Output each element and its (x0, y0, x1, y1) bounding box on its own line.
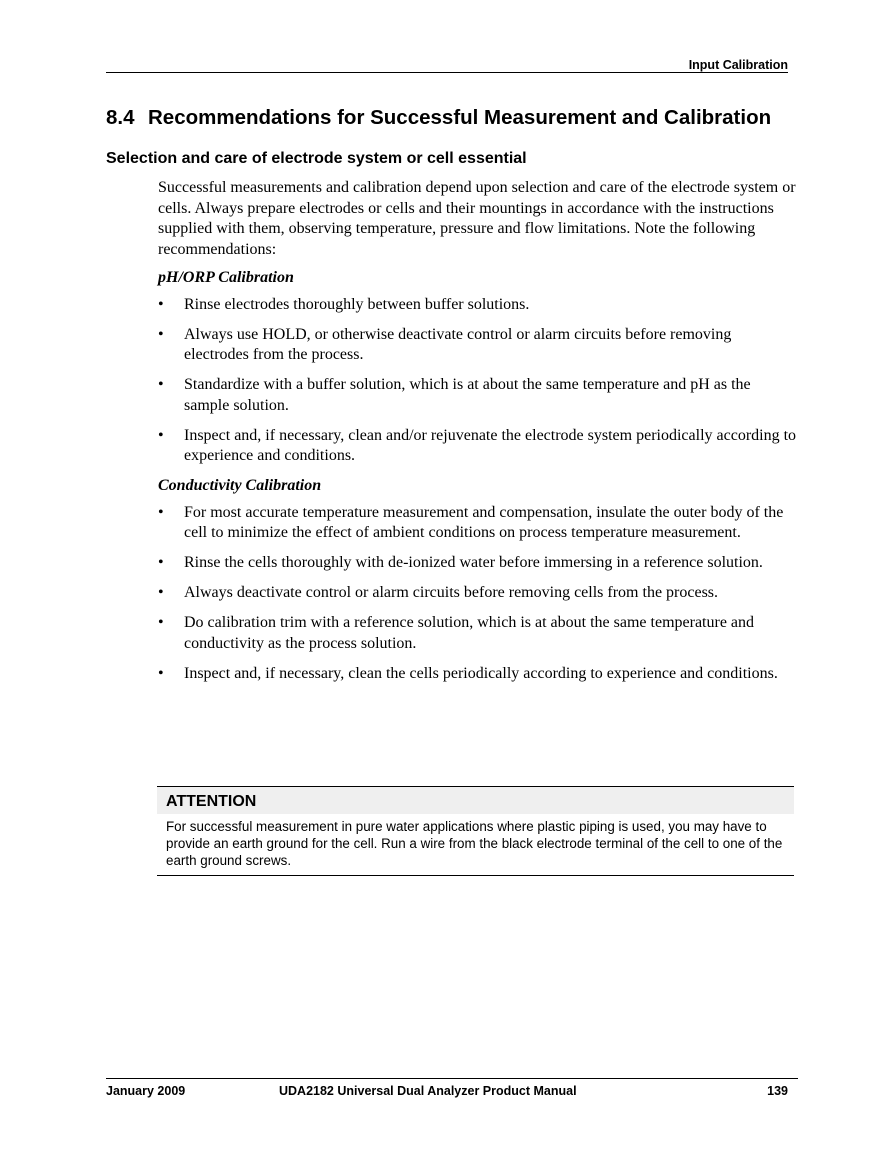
list-item: • Always deactivate control or alarm circuits before removing cells from the process. (158, 583, 798, 604)
section-number: 8.4 (106, 106, 135, 129)
list-item: • Rinse the cells thoroughly with de-ionized water before immersing in a reference solution. (158, 553, 798, 574)
footer-manual-title: UDA2182 Universal Dual Analyzer Product Manual (279, 1084, 577, 1098)
bullet-icon: • (158, 426, 164, 444)
header-rule (106, 72, 788, 73)
bullet-icon: • (158, 664, 164, 682)
bullet-icon: • (158, 325, 164, 343)
list-item: • For most accurate temperature measurement and compensation, insulate the outer body of the cell to minimize the effect of ambient conditions on process temperature measurement. (158, 503, 784, 541)
running-header: Input Calibration (688, 58, 788, 72)
section-title: Recommendations for Successful Measurement and Calibration (148, 106, 772, 129)
list-item: • Inspect and, if necessary, clean and/or rejuvenate the electrode system periodically according to experience and conditions. (158, 426, 797, 464)
bullet-icon: • (158, 295, 164, 313)
list-item: • Standardize with a buffer solution, which is at about the same temperature and pH as the sample solution. (158, 376, 751, 414)
body-content (158, 178, 798, 694)
attention-text: For successful measurement in pure water applications where plastic piping is used, you may have to provide an earth ground for the cell. Run a wire from the black electrode terminal of the cell to one of the earth ground screws. (166, 819, 783, 869)
page-number: 139 (767, 1084, 788, 1098)
footer-date: January 2009 (106, 1084, 186, 1098)
list-item: • Inspect and, if necessary, clean the cells periodically according to experience and conditions. (158, 664, 798, 685)
attention-title: ATTENTION (157, 787, 794, 814)
list-item: • Do calibration trim with a reference solution, which is at about the same temperature and conductivity as the process solution. (158, 614, 755, 652)
conductivity-heading: Conductivity Calibration (158, 477, 322, 494)
bullet-icon: • (158, 503, 164, 521)
bullet-icon: • (158, 554, 164, 571)
intro-paragraph: Successful measurements and calibration depend upon selection and care of the electrode system or cells. Always prepare electrodes or cells and their mountings in accordance with the instructions supplied with them, observing temperature, pressure and flow limitations. Note the following recommendations: (158, 179, 796, 258)
ph-orp-list (158, 295, 798, 467)
list-item: • Always use HOLD, or otherwise deactivate control or alarm circuits before removing electrodes from the process. (158, 325, 732, 363)
subheading: Selection and care of electrode system or cell essential (106, 150, 527, 167)
list-item: • Rinse electrodes thoroughly between buffer solutions. (158, 295, 798, 316)
bullet-icon: • (158, 614, 164, 631)
attention-box (157, 786, 794, 876)
footer-rule (106, 1078, 798, 1079)
section-heading (106, 106, 771, 130)
bullet-icon: • (158, 584, 164, 601)
bullet-icon: • (158, 376, 164, 393)
conductivity-list (158, 503, 798, 685)
ph-orp-heading: pH/ORP Calibration (158, 269, 294, 286)
